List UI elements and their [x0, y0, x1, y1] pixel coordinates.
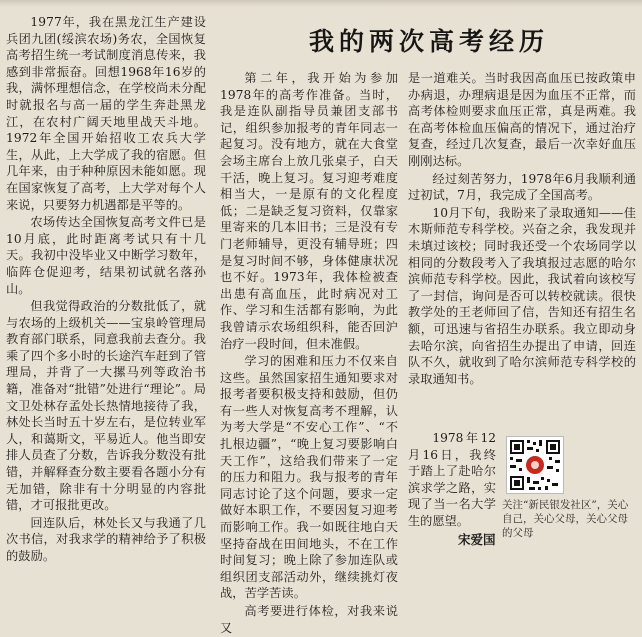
paragraph: 回连队后，林处长又与我通了几次书信，对我求学的精神给予了积极的鼓励。	[6, 515, 206, 563]
author-name: 宋爱国	[458, 532, 496, 547]
article-column-1	[6, 14, 206, 566]
article-column-2	[220, 70, 398, 637]
paragraph: 学习的困难和压力不仅来自这些。虽然国家招生通知要求对报考者要积极支持和鼓励，但仍有一些人对恢复高考不理解，认为考大学是“不安心工作”、“不扎根边疆”，“晚上复习要影响白天工作”，这给我们带来了一定的压力和阻力。我与报考的青年同志讨论了这个问题，要求一定做好本职工作，不要因复习迎考而影响工作。我一如既往地白天坚持奋战在田间地头，不在工作时间复习；晚上除了参加连队或组织团支部活动外，继续挑灯夜战，苦学苦读。	[220, 354, 398, 601]
qr-code-icon[interactable]	[506, 436, 564, 494]
paragraph: 第二年，我开始为参加1978年的高考作准备。当时，我是连队副指导员兼团支部书记，组织参加报考的青年同志一起复习。没有地方，就在大食堂会场主席台上放几张桌子，白天干活，晚上复习。复习迎考难度相当大，一是原有的文化程度低；二是缺乏复习资料，仅靠家里寄来的几本旧书；三是没有专门老师辅导，更没有辅导班；四是复习时间不够，身体健康状况也不好。1973年，我体检被查出患有高血压，此时病况对工作、学习和生活都有影响，为此我曾请示农场组织科，能否回沪治疗一段时间，但未准假。	[220, 71, 398, 351]
paragraph: 1977年，我在黑龙江生产建设兵团九团(绥滨农场)务农，全国恢复高考招生统一考试制度消息传来，我感到非常振奋。回想1968年16岁的我，满怀理想信念，在学校尚未分配时就报名与高一届的学生奔赴黑龙江，在农村广阔天地里战天斗地。1972年全国开始招收工农兵大学生，从此，上大学成了我的宿愿。但几年来，由于种种原因未能如愿。现在国家恢复了高考，上大学对每个人来说，只要努力机遇都是平等的。	[6, 15, 206, 212]
paragraph: 经过刻苦努力，1978年6月我顺利通过初试，7月，我完成了全国高考。	[408, 171, 636, 203]
paragraph: 1978年12月16日，我终于踏上了赴哈尔滨求学之路，实现了当一名大学生的愿望。	[408, 431, 496, 528]
article-column-3	[408, 70, 636, 388]
paragraph: 但我觉得政治的分数批低了，就与农场的上级机关——宝泉岭管理局教育部门联系，同意我前去查分。我乘了四个多小时的长途汽车赶到了管理局，并背了一大摞马列等政治书籍，准备对“批错”处进行“理论”。局文卫处林存孟处长热情地接待了我，林处长当时五十岁左右，是位转业军人，和蔼斯文，平易近人。他当即安排人员查了分数，告诉我分数没有批错，并解释查分数主要看各题小分有无加错，除非有十分明显的内容批错，才可报批更改。	[6, 299, 206, 513]
page-top-strip	[0, 0, 642, 7]
paragraph: 高考要进行体检，对我来说又	[220, 604, 398, 635]
closing-paragraph	[408, 430, 496, 530]
paragraph: 农场传达全国恢复高考文件已是10月底，此时距离考试只有十几天。我初中没毕业又中断学习数年，临阵仓促迎考，结果初试就名落孙山。	[6, 215, 206, 296]
paragraph: 是一道难关。当时我因高血压已按政策申办病退，办理病退是因为血压不正常，而高考体检则要求血压正常，真是两难。我在高考体检血压偏高的情况下，通过治疗复查，经过几次复查，最后一次幸好血压刚刚达标。	[408, 71, 636, 168]
qr-caption: 关注“新民银发社区”，关心自己，关心父母，关心父母的父母	[502, 499, 629, 539]
article-title: 我的两次高考经历	[308, 27, 549, 56]
paragraph: 10月下旬，我盼来了录取通知——佳木斯师范专科学校。兴奋之余，我发现并未填过该校；同时我还受一个农场同学以相同的分数段考入了我填报过志愿的哈尔滨师范专科学校。因此，我试着向该校写了一封信，询问是否可以转校就读。很快教学处的王老师回了信，告知还有招生名额，可迅速与省招生办联系。我立即动身去哈尔滨，向省招生办提出了申请，回连队不久，就收到了哈尔滨师范专科学校的录取通知书。	[408, 205, 636, 386]
